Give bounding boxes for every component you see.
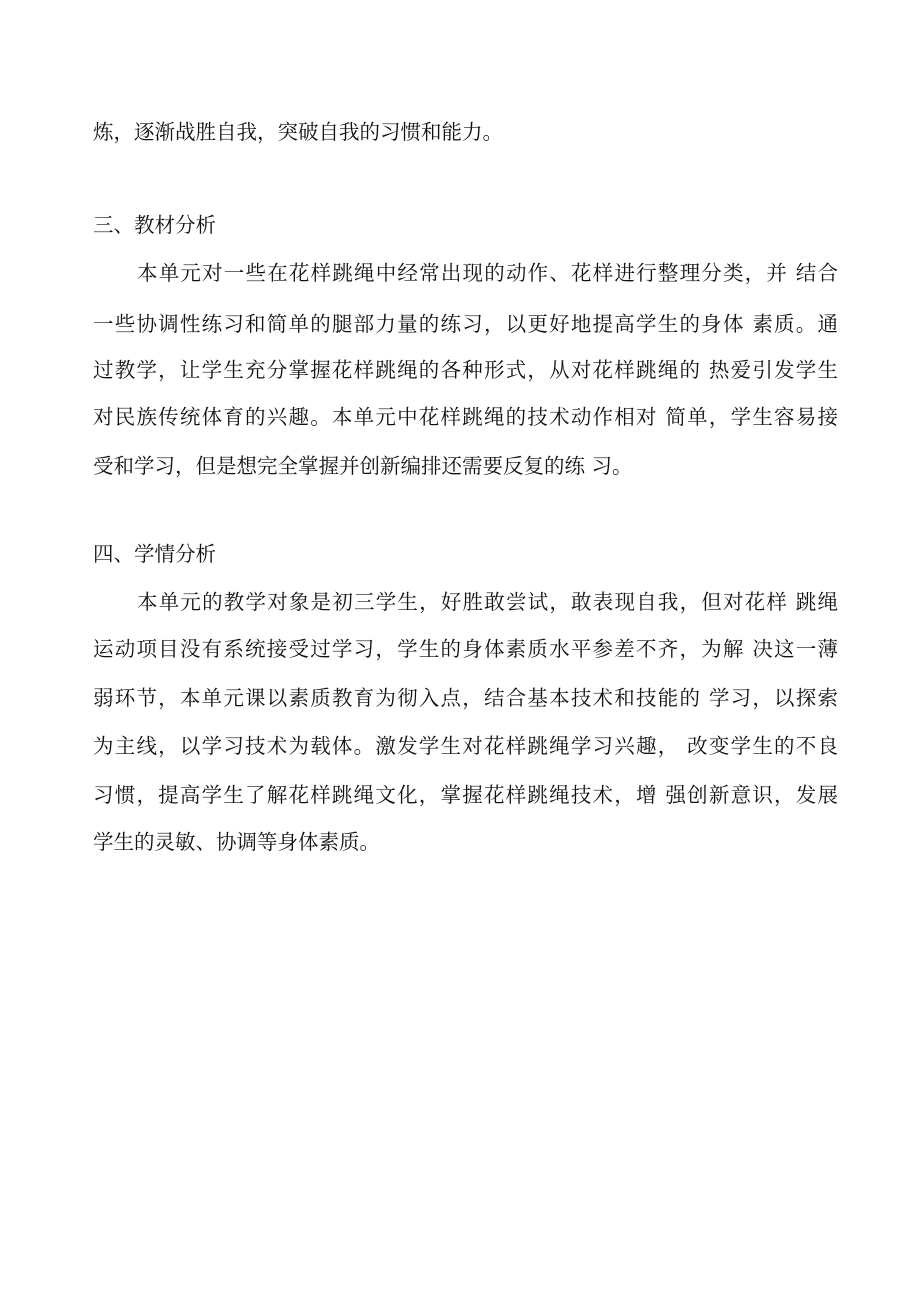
paragraph-line: 运动项目没有系统接受过学习，学生的身体素质水平参差不齐，为解 决这一薄 — [93, 637, 838, 661]
continuation-line: 炼，逐渐战胜自我，突破自我的习惯和能力。 — [93, 120, 503, 144]
paragraph-line: 受和学习，但是想完全掌握并创新编排还需要反复的练 习。 — [93, 454, 633, 478]
section-heading-materials: 三、教材分析 — [93, 213, 216, 237]
paragraph-line: 学生的灵敏、协调等身体素质。 — [93, 830, 380, 854]
paragraph-line: 习惯，提高学生了解花样跳绳文化，掌握花样跳绳技术，增 强创新意识，发展 — [93, 783, 838, 807]
paragraph-line: 为主线，以学习技术为载体。激发学生对花样跳绳学习兴趣， 改变学生的不良 — [93, 734, 838, 758]
paragraph-line: 一些协调性练习和简单的腿部力量的练习，以更好地提高学生的身体 素质。通 — [93, 312, 838, 336]
section-heading-students: 四、学情分析 — [93, 542, 216, 566]
paragraph-line: 本单元对一些在花样跳绳中经常出现的动作、花样进行整理分类，并 结合 — [137, 261, 838, 285]
paragraph-line: 弱环节，本单元课以素质教育为彻入点，结合基本技术和技能的 学习，以探索 — [93, 686, 838, 710]
paragraph-line: 本单元的教学对象是初三学生，好胜敢尝试，敢表现自我，但对花样 跳绳 — [137, 590, 838, 614]
paragraph-line: 对民族传统体育的兴趣。本单元中花样跳绳的技术动作相对 简单，学生容易接 — [93, 405, 838, 429]
paragraph-line: 过教学，让学生充分掌握花样跳绳的各种形式，从对花样跳绳的 热爱引发学生 — [93, 358, 838, 382]
